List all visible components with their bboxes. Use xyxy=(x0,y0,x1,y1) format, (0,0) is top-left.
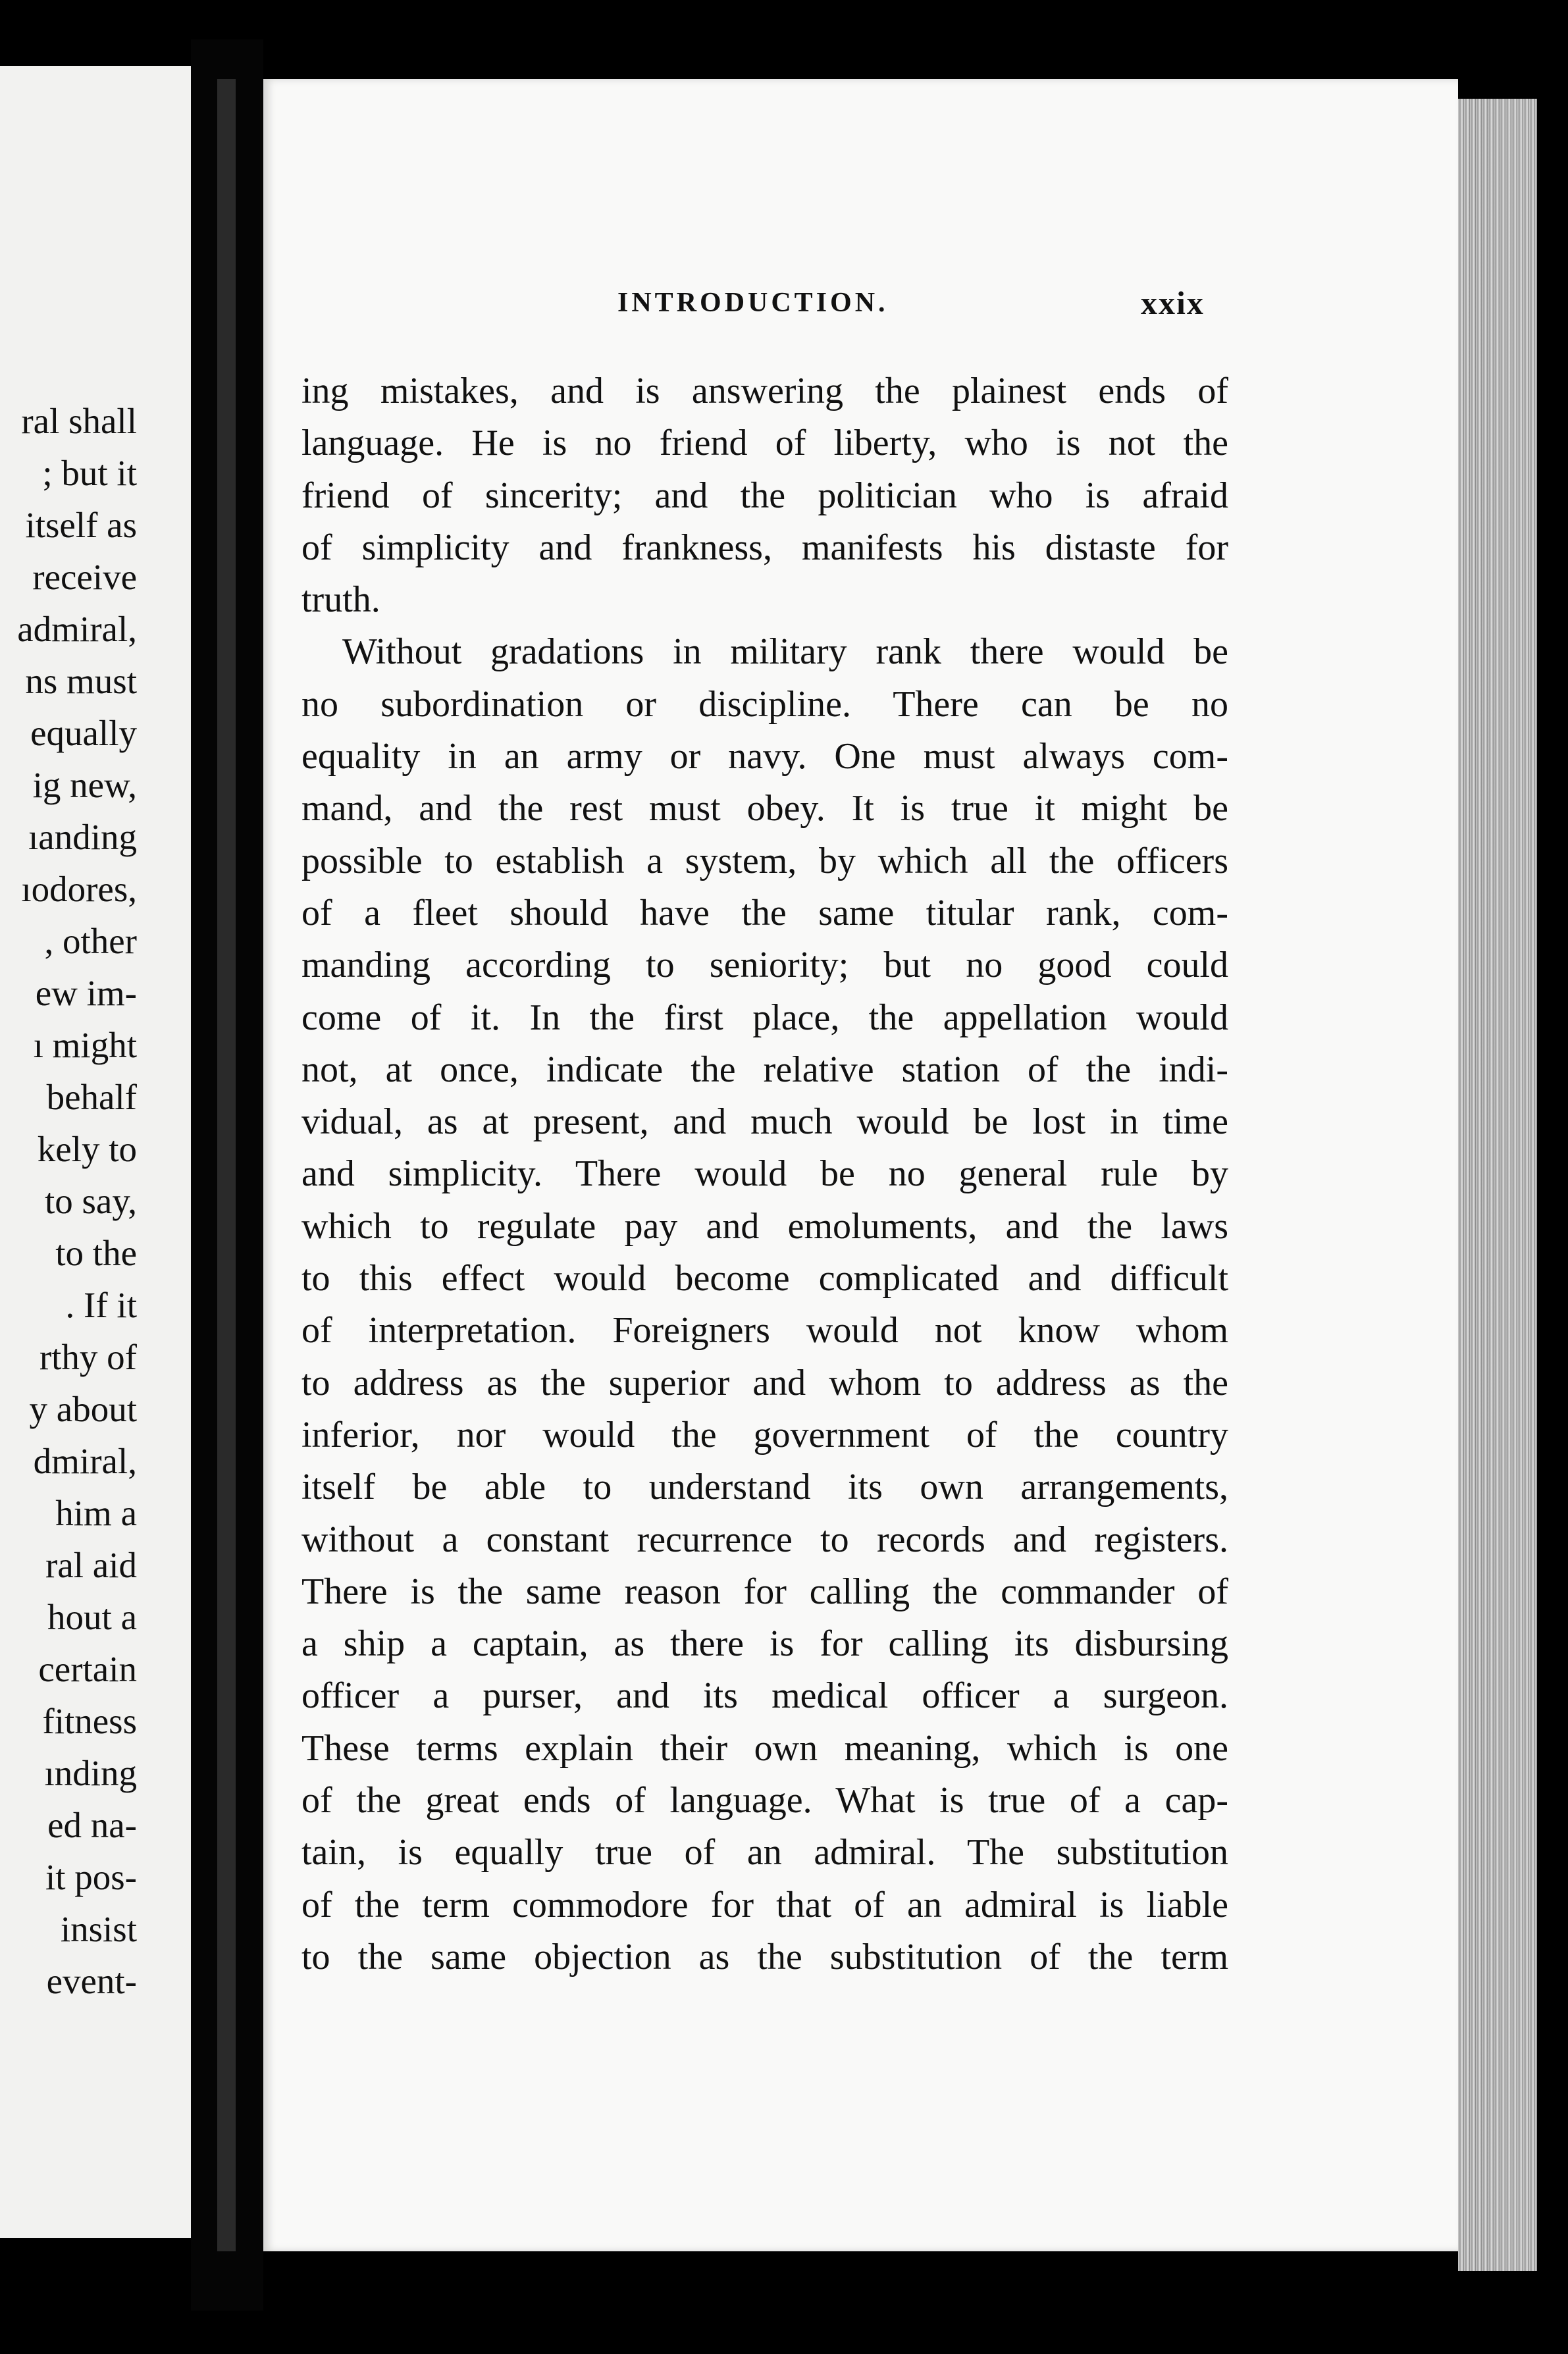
text-line: a ship a captain, as there is for calling its disbursing xyxy=(301,1623,1228,1665)
previous-page-line: certain xyxy=(38,1649,137,1689)
text-line: language. He is no friend of liberty, who is not the xyxy=(301,423,1228,464)
previous-page-line: event- xyxy=(46,1961,137,2001)
text-line: of simplicity and frankness, manifests his distaste for xyxy=(301,527,1228,568)
previous-page-line: to say, xyxy=(44,1181,137,1221)
previous-page-line: ral aid xyxy=(45,1545,137,1585)
text-line: manding according to seniority; but no good could xyxy=(301,945,1228,986)
text-line: vidual, as at present, and much would be lost in time xyxy=(301,1101,1228,1143)
previous-page-line: y about xyxy=(29,1389,137,1429)
text-line: friend of sincerity; and the politician who is afraid xyxy=(301,475,1228,516)
previous-page-line: to the xyxy=(55,1233,137,1273)
text-line: These terms explain their own meaning, which is one xyxy=(301,1727,1228,1769)
previous-page-line: behalf xyxy=(46,1077,137,1117)
text-line: equality in an army or navy. One must always com- xyxy=(301,736,1228,777)
previous-page-line: kely to xyxy=(37,1129,137,1169)
text-line: come of it. In the first place, the appellation would xyxy=(301,997,1228,1038)
text-line: which to regulate pay and emoluments, and the laws xyxy=(301,1205,1228,1247)
previous-page-line: ıodores, xyxy=(21,869,137,909)
previous-page-line: ral shall xyxy=(21,401,137,441)
text-line: ing mistakes, and is answering the plainest ends of xyxy=(301,371,1228,411)
running-head xyxy=(263,276,1458,329)
text-line: officer a purser, and its medical officer a surgeon. xyxy=(301,1675,1228,1717)
text-line: no subordination or discipline. There can be no xyxy=(301,683,1228,725)
text-line: possible to establish a system, by which all the officers xyxy=(301,840,1228,881)
previous-page-line: ew im- xyxy=(35,973,137,1013)
previous-page-line: him a xyxy=(55,1493,137,1533)
text-line: not, at once, indicate the relative station of the indi- xyxy=(301,1049,1228,1090)
page-body-text xyxy=(301,365,1228,1983)
text-line: to this effect would become complicated and difficult xyxy=(301,1258,1228,1299)
previous-page xyxy=(0,66,191,2238)
previous-page-line: , other xyxy=(44,921,137,961)
previous-page-line: rthy of xyxy=(39,1337,137,1377)
text-line: and simplicity. There would be no general rule by xyxy=(301,1153,1228,1195)
text-line: of interpretation. Foreigners would not know whom xyxy=(301,1310,1228,1351)
previous-page-line: ns must xyxy=(25,661,137,701)
previous-page-line: admiral, xyxy=(17,609,137,649)
previous-page-line: insist xyxy=(60,1909,137,1949)
previous-page-line: ed na- xyxy=(47,1805,137,1845)
previous-page-line: dmiral, xyxy=(33,1441,137,1481)
text-line: to the same objection as the substitution of the term xyxy=(301,1936,1228,1977)
text-line: mand, and the rest must obey. It is true it might be xyxy=(301,788,1228,829)
text-line: tain, is equally true of an admiral. The substitution xyxy=(301,1832,1228,1873)
previous-page-line: . If it xyxy=(65,1285,137,1325)
previous-page-line: ; but it xyxy=(42,453,137,493)
page-edges xyxy=(1458,99,1537,2271)
text-line: of the great ends of language. What is true of a cap- xyxy=(301,1780,1228,1821)
text-line: truth. xyxy=(301,579,380,621)
text-line: without a constant recurrence to records and registers. xyxy=(301,1519,1228,1560)
binding-edge xyxy=(217,79,236,2251)
text-line: There is the same reason for calling the commander of xyxy=(301,1571,1228,1612)
previous-page-line: hout a xyxy=(47,1597,137,1637)
previous-page-line: ı might xyxy=(33,1025,137,1065)
running-title: INTRODUCTION. xyxy=(617,288,889,318)
previous-page-line: fitness xyxy=(42,1701,137,1741)
page-number: xxix xyxy=(1141,284,1205,321)
previous-page-line: receive xyxy=(32,557,137,597)
previous-page-line: ıanding xyxy=(28,817,137,857)
text-line: Without gradations in military rank there would be xyxy=(342,631,1228,673)
previous-page-line: itself as xyxy=(25,505,137,545)
text-line: inferior, nor would the government of the country xyxy=(301,1414,1228,1455)
book-page xyxy=(263,79,1458,2251)
previous-page-line: equally xyxy=(30,713,137,753)
previous-page-line: ig new, xyxy=(32,765,137,805)
text-line: itself be able to understand its own arrangements, xyxy=(301,1467,1228,1508)
previous-page-text xyxy=(0,395,191,2007)
text-line: of a fleet should have the same titular rank, com- xyxy=(301,892,1228,933)
previous-page-line: ınding xyxy=(44,1753,137,1793)
text-line: to address as the superior and whom to address as the xyxy=(301,1362,1228,1403)
text-line: of the term commodore for that of an admiral is liable xyxy=(301,1884,1228,1925)
previous-page-line: it pos- xyxy=(45,1857,137,1897)
